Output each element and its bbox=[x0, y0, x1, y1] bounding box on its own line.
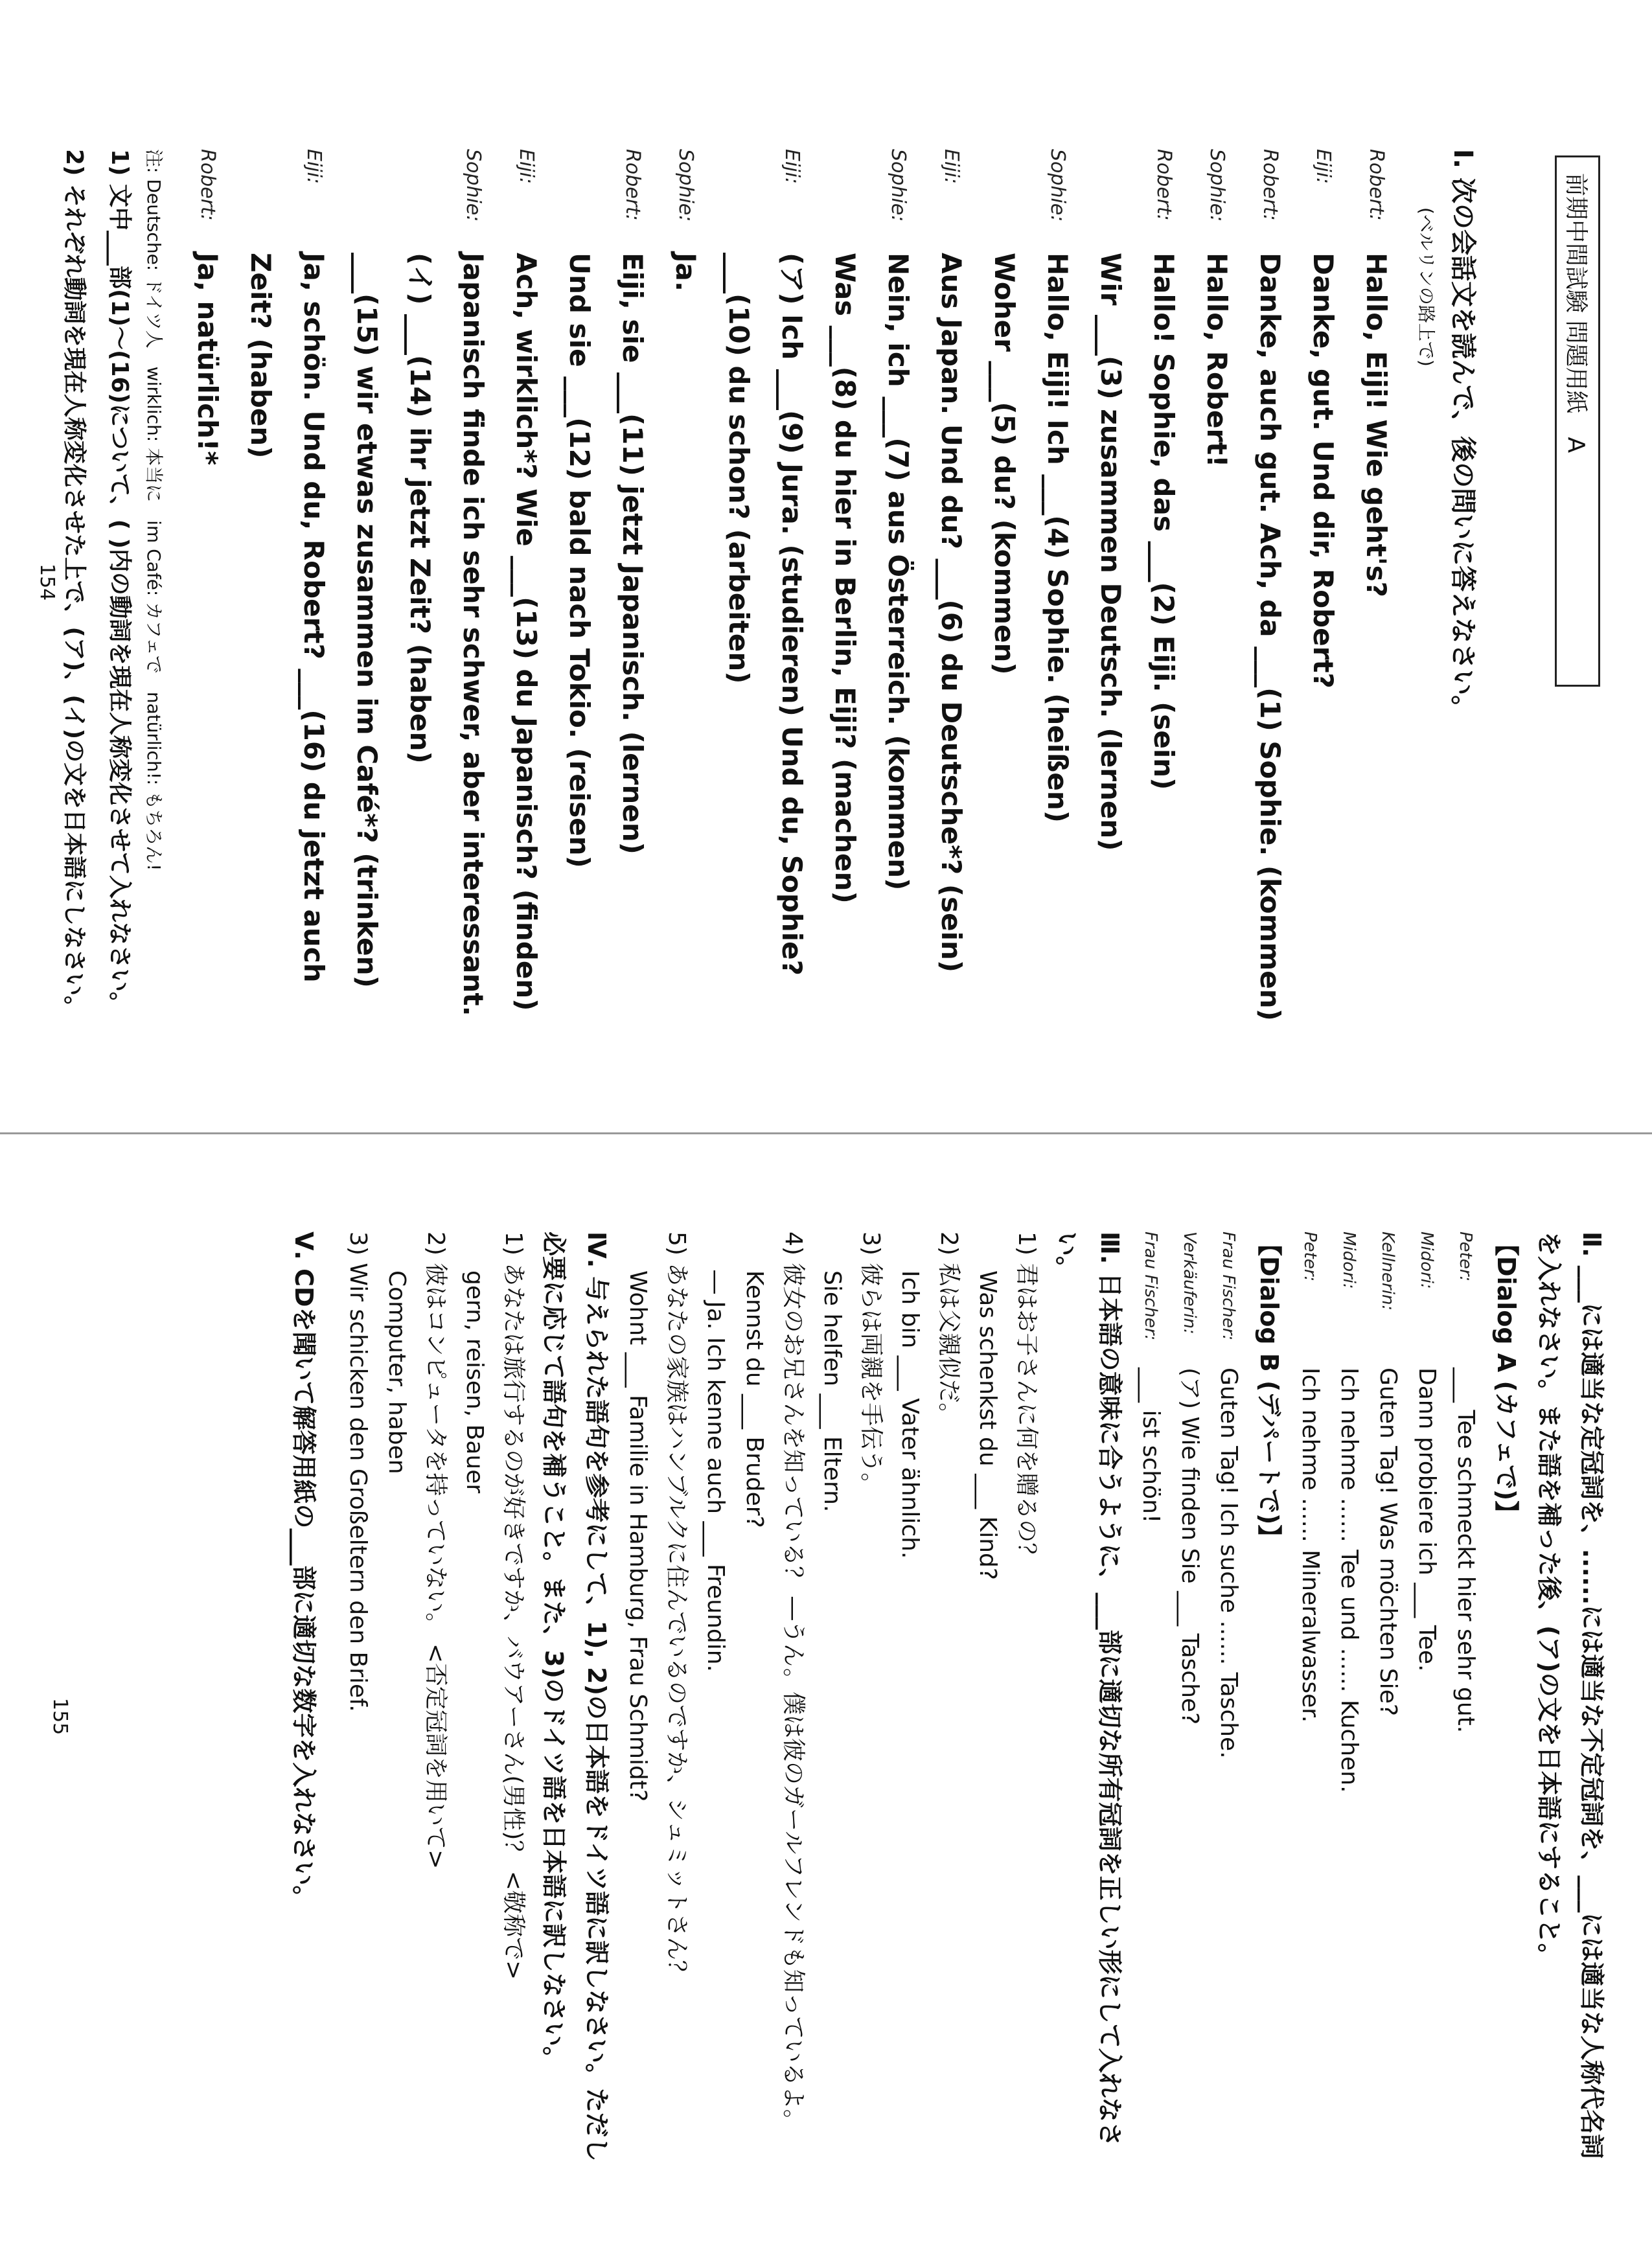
dialog-line bbox=[606, 149, 659, 1024]
dialog-text: Ja, schön. Und du, Robert? ___(16) du jetzt auch bbox=[298, 253, 330, 983]
dialog-line bbox=[393, 149, 446, 1024]
item-line: gern, reisen, Bauer bbox=[461, 1270, 488, 1494]
dialog-text: Woher ___(5) du? (kommen) bbox=[989, 253, 1020, 675]
dialog-text: Aus Japan. Und du? ___(6) du Deutsche*? (sein) bbox=[935, 253, 967, 973]
dialog-list bbox=[181, 149, 1403, 1024]
section-2-title: Ⅱ. ___には適当な定冠詞を、......には適当な不定冠詞を、___には適当な人称代名詞を入れなさい。また語を補った後、(ア)の文を日本語にすること。 bbox=[1535, 1231, 1606, 2159]
dialog-line bbox=[765, 149, 818, 1024]
dialog-text: Hallo! Sophie, das ___(2) Eiji. (sein) bbox=[1148, 253, 1180, 790]
speaker-label: Eiji: bbox=[940, 149, 963, 185]
dialog-line bbox=[871, 149, 924, 1024]
speaker-label: Robert: bbox=[621, 149, 644, 221]
speaker-label: Robert: bbox=[196, 149, 219, 221]
dialog-line bbox=[1296, 149, 1349, 1024]
item-line: 2) 私は父親似だ。 bbox=[935, 1231, 962, 1426]
page-number-155: 155 bbox=[49, 1698, 71, 1735]
speaker-label: Frau Fischer: bbox=[1141, 1231, 1160, 1341]
item-line: 4) 彼女のお兄さんを知っている？ ―うん。僕は彼のガールフレンドも知っているよ。 bbox=[780, 1231, 807, 2133]
speaker-label: Robert: bbox=[1259, 149, 1281, 221]
dialog-line bbox=[1291, 1231, 1329, 2171]
item-line: 1) あなたは旅行するのが好きですか、バウアーさん(男性)？ <敬称で> bbox=[500, 1231, 527, 1980]
item-line: ― Ja. Ich kenne auch ___ Freundin. bbox=[702, 1270, 729, 1672]
question-1-block bbox=[51, 149, 1484, 1024]
dialog-text: ___ ist schön! bbox=[1138, 1368, 1164, 1524]
dialog-text: (イ) ___(14) ihr jetzt Zeit? (haben) bbox=[404, 253, 436, 764]
dialog-line bbox=[1170, 1231, 1209, 2171]
dialog-line bbox=[340, 149, 393, 1024]
dialog-b bbox=[1131, 1231, 1248, 2171]
speaker-label: Sophie: bbox=[674, 149, 697, 222]
dialog-text: Dann probiere ich ___ Tee. bbox=[1414, 1368, 1440, 1672]
speaker-label: Sophie: bbox=[462, 149, 485, 222]
item-line: Wohnt ___ Familie in Hamburg, Frau Schmidt? bbox=[625, 1270, 651, 1802]
speaker-label: Robert: bbox=[1365, 149, 1388, 221]
speaker-label: Eiji: bbox=[303, 149, 325, 185]
section-4-title: Ⅳ. 与えられた語句を参考にして、1), 2)の日本語をドイツ語に訳しなさい。ただし必要に応じて語句を補うこと。また、3)のドイツ語を日本語に訳しなさい。 bbox=[540, 1231, 611, 2162]
sections-block bbox=[282, 1231, 1613, 2171]
dialog-text: Ach, wirklich*? Wie ___(13) du Japanisch? (finden) bbox=[511, 253, 542, 1011]
dialog-text: ___(10) du schon? (arbeiten) bbox=[723, 253, 755, 684]
dialog-text: Ja. bbox=[670, 253, 702, 292]
dialog-line bbox=[181, 149, 234, 1024]
dialog-text: ___ Tee schmeckt hier sehr gut. bbox=[1452, 1368, 1479, 1734]
item-line: Kennst du ___ Bruder? bbox=[741, 1270, 768, 1528]
dialog-text: Japanisch finde ich sehr schwer, aber interessant. bbox=[457, 253, 489, 1016]
page-number-154: 154 bbox=[36, 564, 58, 601]
speaker-label bbox=[1084, 149, 1137, 253]
speaker-label bbox=[234, 149, 287, 253]
speaker-label: Eiji: bbox=[1312, 149, 1335, 185]
speaker-label: Frau Fischer: bbox=[1219, 1231, 1238, 1341]
dialog-text: (ア) Ich ___(9) Jura. (studieren) Und du, Sophie? bbox=[776, 253, 808, 976]
dialog-line bbox=[818, 149, 871, 1024]
exam-header: 前期中間試験 問題用紙 A bbox=[1555, 155, 1600, 687]
item-line: Was schenkst du ___ Kind? bbox=[974, 1270, 1001, 1580]
speaker-label bbox=[712, 149, 765, 253]
dialog-line bbox=[1407, 1231, 1446, 2171]
item-line: Sie helfen ___ Eltern. bbox=[819, 1270, 845, 1513]
dialog-line bbox=[1137, 149, 1190, 1024]
dialog-text: Hallo, Eiji! Ich ___(4) Sophie. (heißen) bbox=[1042, 253, 1073, 823]
dialog-text: Ich nehme ...... Tee und ...... Kuchen. bbox=[1336, 1368, 1362, 1793]
speaker-label: Eiji: bbox=[781, 149, 803, 185]
item-line: Computer, haben bbox=[384, 1270, 410, 1474]
dialog-line bbox=[712, 149, 765, 1024]
speaker-label: Midori: bbox=[1339, 1231, 1359, 1289]
dialog-text: Nein, ich ___(7) aus Österreich. (kommen) bbox=[882, 253, 914, 891]
dialog-text: Und sie ___(12) bald nach Tokio. (reisen) bbox=[564, 253, 595, 868]
item-line: 5) あなたの家族はハンブルクに住んでいるのですか、シュミットさん？ bbox=[663, 1231, 690, 1984]
dialog-text: (ア) Wie finden Sie ___ Tasche? bbox=[1176, 1368, 1203, 1725]
dialog-line bbox=[978, 149, 1031, 1024]
dialog-text: ___(15) wir etwas zusammen im Café*? (trinken) bbox=[351, 253, 383, 988]
speaker-label bbox=[978, 149, 1031, 253]
dialog-text: Guten Tag! Ich suche ...... Tasche. bbox=[1215, 1368, 1242, 1759]
speaker-label: Kellnerin: bbox=[1378, 1231, 1397, 1311]
dialog-line bbox=[659, 149, 712, 1024]
speaker-label: Sophie: bbox=[1046, 149, 1069, 222]
question-1-subtitle: (ベルリンの路上で) bbox=[1416, 207, 1437, 367]
speaker-label: Eiji: bbox=[515, 149, 538, 185]
speaker-label bbox=[340, 149, 393, 253]
rotated-page-155 bbox=[0, 1134, 1652, 2268]
speaker-label bbox=[818, 149, 871, 253]
task-2: 2) それぞれ動詞を現在人称変化させた上で、(ア)、(イ)の文を日本語にしなさい。 bbox=[61, 149, 87, 1020]
item-line: 3) Wir schicken den Großeltern den Brief. bbox=[345, 1231, 371, 1712]
dialog-line bbox=[234, 149, 287, 1024]
speaker-label bbox=[553, 149, 606, 253]
dialog-line bbox=[1031, 149, 1084, 1024]
speaker-label: Peter: bbox=[1456, 1231, 1475, 1282]
dialog-a-title: 【Dialog A (カフェで)】 bbox=[1492, 1231, 1520, 1526]
dialog-text: Danke, gut. Und dir, Robert? bbox=[1307, 253, 1339, 689]
vocab-note: 注: Deutsche: ドイツ人 wirklich: 本当に im Café: カフェで natürlich!: もちろん! bbox=[143, 149, 165, 871]
dialog-line bbox=[1243, 149, 1296, 1024]
item-line: 1) 君はお子さんに何を贈るの？ bbox=[1013, 1231, 1040, 1566]
dialog-line bbox=[1329, 1231, 1368, 2171]
speaker-label: Peter: bbox=[1300, 1231, 1320, 1282]
speaker-label: Midori: bbox=[1417, 1231, 1436, 1289]
speaker-label: Verkäuferin: bbox=[1180, 1231, 1199, 1334]
dialog-text: Was ___(8) du hier in Berlin, Eiji? (machen) bbox=[829, 253, 861, 904]
dialog-text: Hallo, Robert! bbox=[1201, 253, 1233, 468]
dialog-b-title: 【Dialog B (デパートで)】 bbox=[1255, 1231, 1283, 1550]
speaker-label: Sophie: bbox=[887, 149, 910, 222]
dialog-line bbox=[1209, 1231, 1248, 2171]
section-4-items bbox=[338, 1231, 533, 2171]
section-3-title: Ⅲ. 日本語の意味に合うように、___部に適切な所有冠詞を正しい形にして入れなさい。 bbox=[1053, 1231, 1124, 2147]
dialog-text: Ich nehme ...... Mineralwasser. bbox=[1297, 1368, 1324, 1723]
task-1: 1) 文中___部(1)〜(16)について、( )内の動詞を現在人称変化させて入れなさい。 bbox=[106, 149, 133, 1015]
speaker-label bbox=[393, 149, 446, 253]
dialog-line bbox=[446, 149, 499, 1024]
dialog-line bbox=[1190, 149, 1243, 1024]
dialog-text: Wir ___(3) zusammen Deutsch. (lernen) bbox=[1095, 253, 1127, 851]
dialog-line bbox=[1349, 149, 1403, 1024]
dialog-text: Zeit? (haben) bbox=[245, 253, 277, 459]
dialog-line bbox=[499, 149, 553, 1024]
section-5-title: Ⅴ. CDを聞いて解答用紙の___部に適切な数字を入れなさい。 bbox=[290, 1231, 318, 1910]
item-line: 2) 彼はコンピュータを持っていない。 <否定冠詞を用いて> bbox=[422, 1231, 449, 1870]
dialog-line bbox=[553, 149, 606, 1024]
dialog-text: Ja, natürlich!* bbox=[192, 253, 224, 466]
question-1-title: Ⅰ. 次の会話文を読んで、後の問いに答えなさい。 bbox=[1448, 149, 1478, 722]
dialog-text: Hallo, Eiji! Wie geht's? bbox=[1360, 253, 1392, 597]
item-line: Ich bin ___ Vater ähnlich. bbox=[897, 1270, 923, 1559]
section-3-items bbox=[618, 1231, 1046, 2171]
page-155 bbox=[0, 1134, 1652, 2268]
dialog-line bbox=[287, 149, 340, 1024]
dialog-a bbox=[1291, 1231, 1485, 2171]
dialog-line bbox=[924, 149, 978, 1024]
dialog-text: Eiji, sie ___(11) jetzt Japanisch. (lernen) bbox=[617, 253, 648, 854]
speaker-label: Sophie: bbox=[1206, 149, 1228, 222]
dialog-line bbox=[1131, 1231, 1170, 2171]
dialog-text: Danke, auch gut. Ach, da ___(1) Sophie. (kommen) bbox=[1254, 253, 1286, 1021]
dialog-line bbox=[1368, 1231, 1407, 2171]
dialog-line bbox=[1446, 1231, 1485, 2171]
speaker-label: Robert: bbox=[1153, 149, 1175, 221]
dialog-line bbox=[1084, 149, 1137, 1024]
item-line: 3) 彼らは両親を手伝う。 bbox=[858, 1231, 884, 1496]
dialog-text: Guten Tag! Was möchten Sie? bbox=[1375, 1368, 1401, 1716]
